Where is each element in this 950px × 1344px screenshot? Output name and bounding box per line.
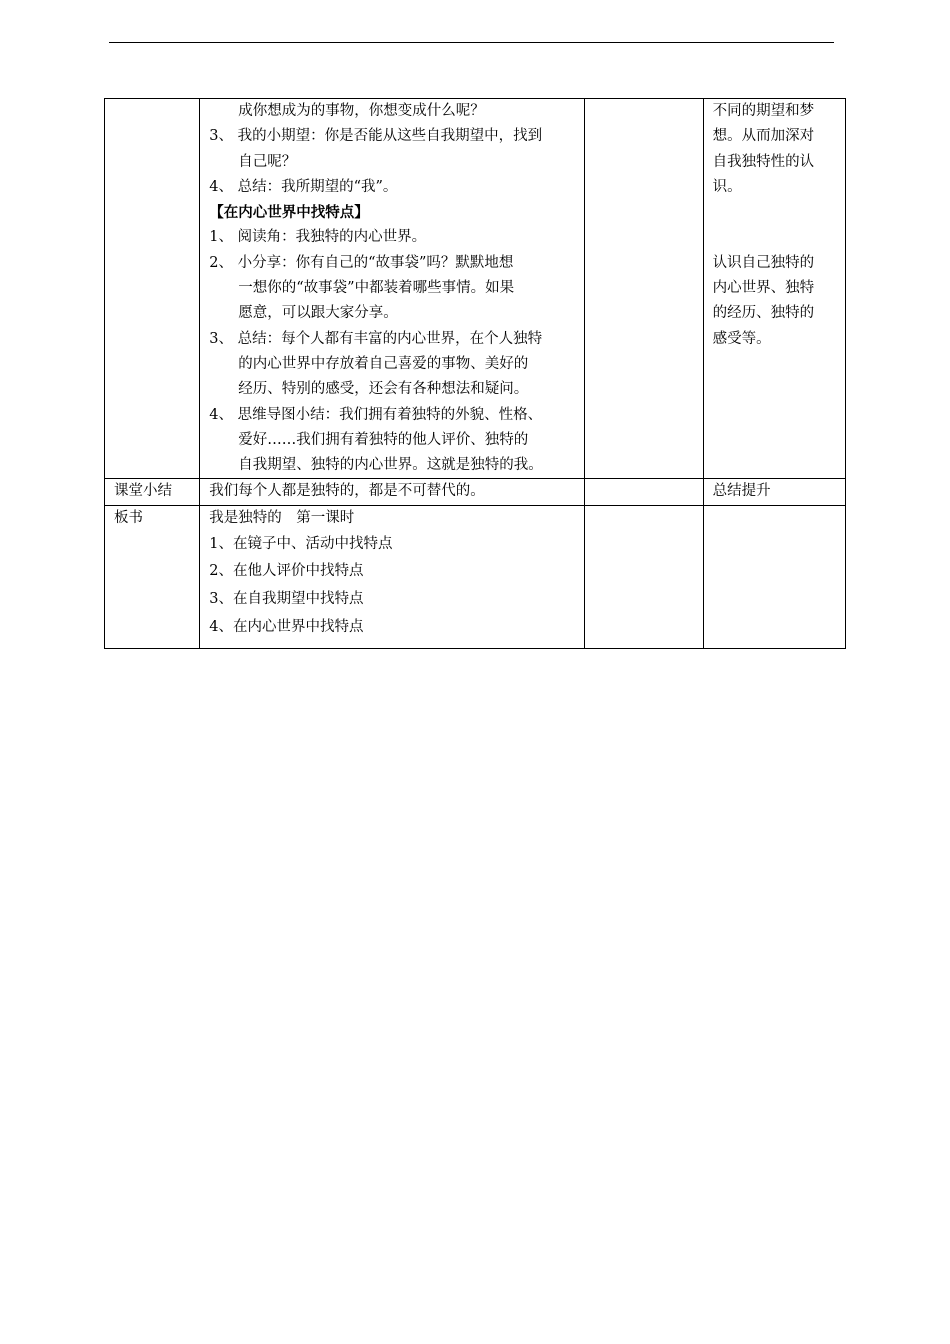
content-line: 爱好……我们拥有着独特的他人评价、独特的: [238, 431, 529, 448]
content-line: 愿意，可以跟大家分享。: [238, 305, 398, 322]
intent-line: 的经历、独特的: [712, 305, 815, 322]
content-line: 自我期望、独特的内心世界。这就是独特的我。: [238, 457, 543, 474]
content-line: 的内心世界中存放着自己喜爱的事物、美好的: [238, 355, 529, 372]
design-intent-b: [704, 251, 845, 352]
summary-activity-cell: [585, 479, 703, 505]
student-activity-cell: [585, 99, 703, 479]
content-line: 一想你的“故事袋”中都装着哪些事情。如果: [238, 280, 515, 297]
section-heading: 【在内心世界中找特点】: [209, 204, 369, 222]
content-line: 3、 总结：每个人都有丰富的内心世界，在个人独特: [209, 330, 543, 347]
design-intent-a: [704, 99, 845, 200]
board-line: 1、在镜子中、活动中找特点: [209, 535, 393, 552]
content-line: 4、 思维导图小结：我们拥有着独特的外貌、性格、: [209, 406, 543, 423]
summary-intent: 总结提升: [712, 483, 771, 500]
table-row-inner-world: [105, 99, 846, 479]
summary-label: 课堂小结: [114, 483, 172, 500]
summary-label-cell: [105, 479, 200, 505]
summary-intent-cell: [703, 479, 845, 505]
board-activity-cell: [585, 505, 703, 648]
content-line: 2、 小分享：你有自己的“故事袋”吗？默默地想: [209, 254, 514, 271]
intent-spacer: [704, 200, 845, 251]
teaching-process-cell: [200, 99, 585, 479]
content-line: 1、 阅读角：我独特的内心世界。: [209, 229, 427, 246]
content-line: 经历、特别的感受，还会有各种想法和疑问。: [238, 381, 529, 398]
board-line: 2、在他人评价中找特点: [209, 563, 364, 580]
design-intent-cell: [703, 99, 845, 479]
board-line: 4、在内心世界中找特点: [209, 618, 364, 635]
board-line: 3、在自我期望中找特点: [209, 591, 364, 608]
intent-line: 认识自己独特的: [712, 254, 815, 271]
intent-line: 识。: [712, 178, 742, 195]
summary-content: 我们每个人都是独特的，都是不可替代的。: [209, 483, 485, 500]
intent-line: 感受等。: [712, 330, 771, 347]
summary-content-cell: [200, 479, 585, 505]
header-rule: [109, 42, 834, 43]
board-intent-cell: [703, 505, 845, 648]
board-label-cell: [105, 505, 200, 648]
board-line: 我是独特的 第一课时: [209, 509, 355, 526]
intent-line: 自我独特性的认: [712, 153, 815, 170]
intent-line: 想。从而加深对: [712, 128, 815, 145]
content-line: 4、 总结：我所期望的“我”。: [209, 178, 398, 195]
content-line: 自己呢？: [238, 153, 297, 170]
intent-line: 不同的期望和梦: [712, 103, 815, 119]
content-line: 成你想成为的事物，你想变成什么呢？: [238, 103, 485, 119]
row-label-empty: [105, 99, 200, 479]
board-label: 板书: [114, 509, 143, 526]
board-content-cell: [200, 505, 585, 648]
table-row-summary: [105, 479, 846, 505]
lesson-plan-table: [104, 98, 846, 649]
table-row-board: [105, 505, 846, 648]
intent-line: 内心世界、独特: [712, 280, 815, 297]
content-line: 3、 我的小期望：你是否能从这些自我期望中，找到: [209, 128, 543, 145]
